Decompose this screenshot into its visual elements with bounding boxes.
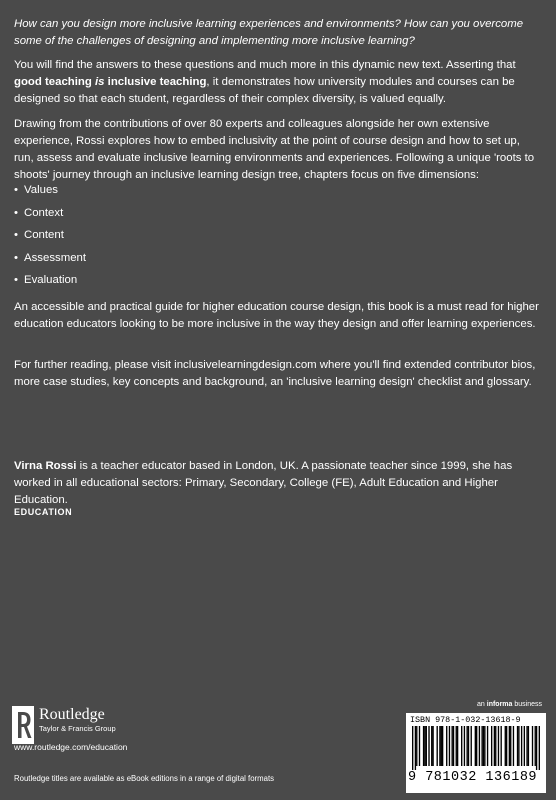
barcode-bar — [412, 726, 413, 770]
subject-category: EDUCATION — [14, 507, 73, 517]
barcode-bar — [461, 726, 462, 766]
routledge-r-icon — [12, 706, 34, 744]
author-bio-text: is a teacher educator based in London, UK. A passionate teacher since 1999, she has worked in all educational sectors: Primary, Secondary, College (FE), Adult Education and Higher Education. — [14, 460, 513, 506]
barcode-bar — [498, 726, 499, 766]
publisher-name: Routledge — [39, 706, 105, 723]
isbn-text: ISBN 978-1-032-13618-9 — [410, 715, 521, 725]
barcode-bar — [453, 726, 454, 766]
dimensions-list — [14, 182, 86, 295]
author-bio — [14, 458, 542, 509]
intro-questions: How can you design more inclusive learning experiences and environments? How can you overcome some of the challenges of designing and implementing more inclusive learning? — [14, 18, 524, 47]
barcode-bar — [424, 726, 425, 766]
description-paragraph-1 — [14, 57, 542, 108]
p1-bold-italic: is — [95, 76, 105, 88]
barcode-bars — [412, 726, 540, 770]
barcode-bar — [521, 726, 522, 766]
barcode-bar — [524, 726, 525, 766]
barcode-number: 9 781032 136189 — [408, 770, 538, 785]
publisher-logo — [12, 706, 116, 744]
p1-bold-2: inclusive teaching — [104, 76, 207, 88]
barcode-bar — [475, 726, 476, 766]
barcode-bar — [505, 726, 506, 766]
barcode-bar — [457, 726, 458, 766]
informa-tagline: an informa business — [477, 701, 542, 708]
barcode-bar — [441, 726, 442, 766]
list-item: • Assessment — [14, 251, 87, 264]
publisher-url[interactable]: www.routledge.com/education — [14, 742, 128, 752]
barcode-bar — [428, 726, 429, 766]
p1-bold-1: good teaching — [14, 76, 95, 88]
barcode-bar — [491, 726, 492, 766]
p1-lead: You will find the answers to these questions and much more in this dynamic new text. Asserting that — [14, 59, 516, 71]
barcode-bar — [446, 726, 447, 766]
barcode-bar — [416, 726, 417, 766]
barcode-bar — [415, 726, 416, 770]
barcode-bar — [484, 726, 485, 766]
barcode-bar — [481, 726, 482, 766]
barcode-bar — [487, 726, 488, 766]
barcode-bar — [439, 726, 440, 766]
barcode-bar — [451, 726, 452, 766]
barcode-bar — [464, 726, 465, 766]
barcode-bar — [431, 726, 432, 766]
barcode-bar — [539, 726, 540, 770]
barcode-bar — [495, 726, 496, 766]
list-item: • Evaluation — [14, 274, 78, 287]
barcode-bar — [501, 726, 502, 766]
barcode-bar — [483, 726, 484, 766]
barcode-bar — [479, 726, 480, 766]
barcode-bar — [437, 726, 438, 766]
barcode-bar — [518, 726, 519, 766]
list-item: • Values — [14, 184, 58, 196]
barcode-bar — [494, 726, 495, 766]
barcode-bar — [517, 726, 518, 766]
barcode-bar — [509, 726, 510, 766]
further-reading-paragraph: For further reading, please visit inclusivelearningdesign.com where you'll find extended contributor bios, more case studies, key concepts and background, an 'inclusive learning design' checklist and glossary. — [14, 359, 536, 388]
barcode-bar — [471, 726, 472, 766]
barcode-bar — [442, 726, 443, 766]
barcode-bar — [528, 726, 529, 766]
barcode-bar — [506, 726, 507, 766]
barcode-bar — [426, 726, 427, 766]
ebook-note: Routledge titles are available as eBook editions in a range of digital formats — [14, 774, 275, 783]
barcode-bar — [476, 726, 477, 766]
author-name: Virna Rossi — [14, 460, 77, 472]
barcode-bar — [449, 726, 450, 766]
barcode-bar — [513, 726, 514, 766]
barcode-bar — [535, 726, 536, 766]
p1-tail: , it demonstrates how university modules and courses can be designed so that each student, regardless of their complex diversity, is valued equally. — [14, 76, 515, 105]
list-item: • Content — [14, 229, 64, 242]
barcode-bar — [532, 726, 533, 766]
description-paragraph-2: Drawing from the contributions of over 80 experts and colleagues alongside her own extensive experience, Rossi explores how to embed inclusivity at the point of course design and how to set up, run, assess and evaluate inclusive learning environments and experiences. Following a unique 'roots to shoots' journey through an inclusive learning design tree, chapters focus on five dimensions: — [14, 118, 535, 181]
description-paragraph-3: An accessible and practical guide for higher education course design, this book is a must read for higher education educators looking to be more inclusive in the way they design and offer learning experiences. — [14, 301, 539, 330]
isbn-barcode — [406, 713, 546, 793]
barcode-bar — [536, 726, 537, 770]
barcode-bar — [466, 726, 467, 766]
barcode-bar — [432, 726, 433, 766]
barcode-bar — [456, 726, 457, 766]
barcode-bar — [526, 726, 527, 766]
list-item: • Context — [14, 206, 64, 219]
barcode-bar — [423, 726, 424, 766]
publisher-group: Taylor & Francis Group — [39, 724, 116, 733]
barcode-bar — [468, 726, 469, 766]
barcode-bar — [419, 726, 420, 766]
barcode-bar — [510, 726, 511, 766]
